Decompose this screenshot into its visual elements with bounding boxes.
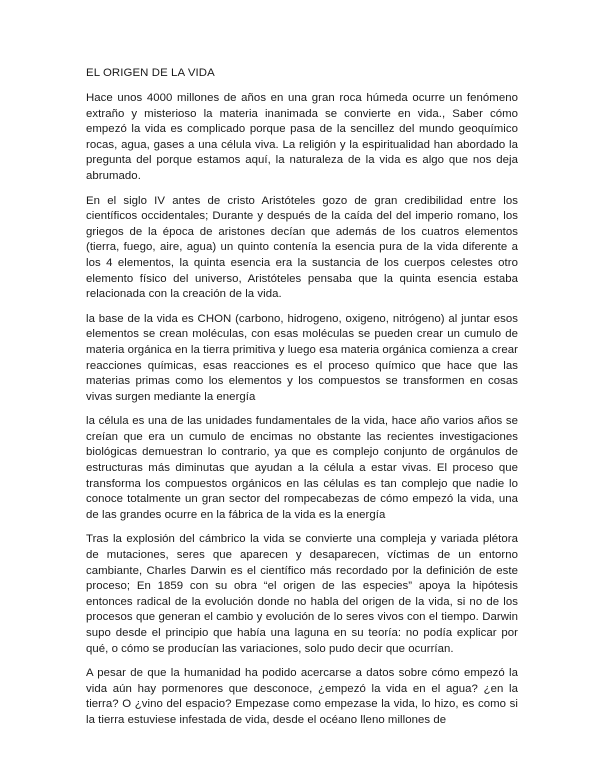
paragraph-cell: la célula es una de las unidades fundamentales de la vida, hace año varios años se creían que era un cumulo de encimas no obstante las recientes investigaciones biológicas demuestran lo contrario, ya que es complejo conjunto de orgánulos de estructuras más diminutas que ayudan a la célula a estar vivas. El proceso que transforma los compuestos orgánicos en las células es tan complejo que nadie lo conoce totalmente un gran sector del rompecabezas de cómo empezó la vida, una de las grandes ocurre en la fábrica de la vida es la energía bbox=[86, 415, 518, 521]
paragraph-open-questions: A pesar de que la humanidad ha podido acercarse a datos sobre cómo empezó la vida aún hay pormenores que desconoce, ¿empezó la vida en el agua? ¿en la tierra? O ¿vino del espacio? Empezase como empezase la vida, lo hizo, es como si la tierra estuviese infestada de vida, desde el océano lleno millones de bbox=[86, 667, 518, 726]
paragraph-chon: la base de la vida es CHON (carbono, hidrogeno, oxigeno, nitrógeno) al juntar esos elementos se crean moléculas, con esas moléculas se pueden crear un cumulo de materia orgánica en la tierra primitiva y luego esa materia orgánica comienza a crear reacciones químicas, esas reacciones es el proceso químico que hace que las materias primas como los elementos y los compuestos se transformen en cosas vivas surgen mediante la energía bbox=[86, 312, 518, 403]
paragraph-origin-intro: Hace unos 4000 millones de años en una gran roca húmeda ocurre un fenómeno extraño y misterioso la materia inanimada se convierte en vida., Saber cómo empezó la vida es complicado porque pasa de la sencillez del mundo geoquímico rocas, agua, gases a una célula viva. La religión y la espiritualidad han abordado la pregunta del porque estamos aquí, la naturaleza de la vida es algo que nos deja abrumado. bbox=[86, 92, 518, 182]
paragraph-aristotle: En el siglo IV antes de cristo Aristóteles gozo de gran credibilidad entre los científicos occidentales; Durante y después de la caída del del imperio romano, los griegos de la época de aristones decían que además de los cuatros elementos (tierra, fuego, aire, agua) un quinto contenía la esencia pura de la vida diferente a los 4 elementos, la quinta esencia era la sustancia de los cuerpos celestes otro elemento físico del universo, Aristóteles pensaba que la quinta esencia estaba relacionada con la creación de la vida. bbox=[86, 194, 518, 301]
paragraph-darwin: Tras la explosión del cámbrico la vida se convierte una compleja y variada plétora de mutaciones, seres que aparecen y desaparecen, víctimas de un entorno cambiante, Charles Darwin es el científico más recordado por la definición de este proceso; En 1859 con su obra “el origen de las especies” apoya la hipótesis entonces radical de la evolución donde no habla del origen de la vida, si no de los procesos que generan el cambio y evolución de lo seres vivos con el tiempo. Darwin supo desde el principio que había una laguna en su teoría: no podía explicar por qué, o cómo se producían las variaciones, solo pudo decir que ocurrían. bbox=[86, 533, 518, 655]
document-page bbox=[86, 66, 518, 738]
document-title: EL ORIGEN DE LA VIDA bbox=[86, 67, 215, 79]
